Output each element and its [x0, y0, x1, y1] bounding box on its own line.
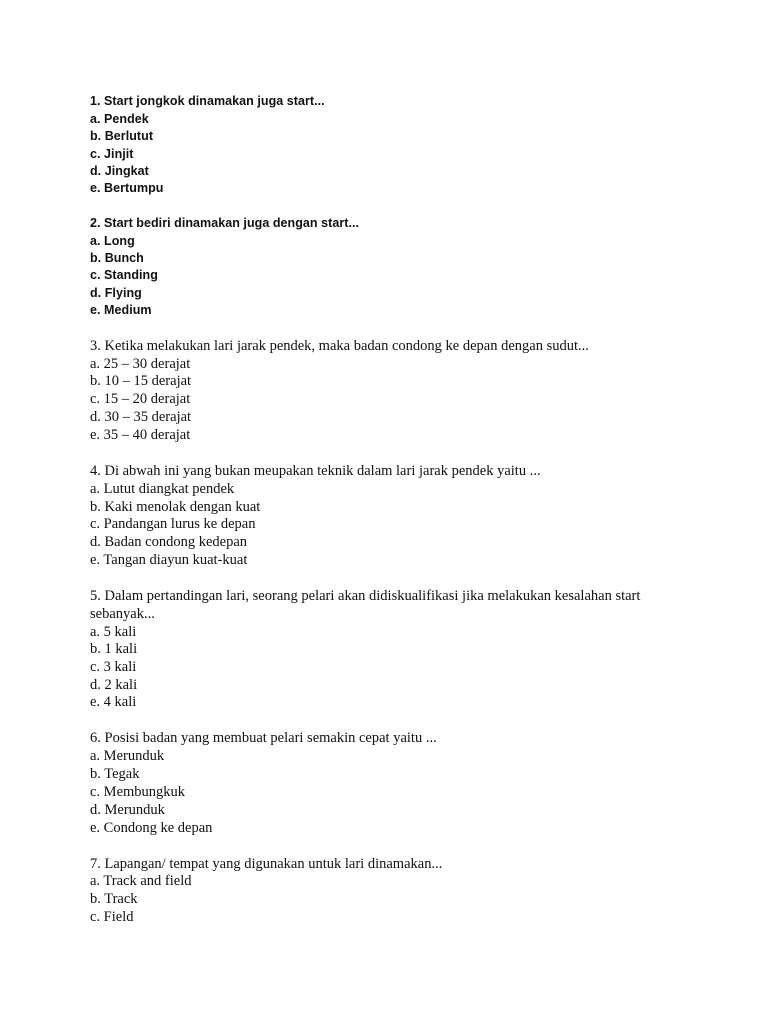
question-text: 7. Lapangan/ tempat yang digunakan untuk lari dinamakan... — [90, 856, 443, 872]
question-text: 2. Start bediri dinamakan juga dengan start... — [90, 216, 360, 230]
question-text: 5. Dalam pertandingan lari, seorang pelari akan didiskualifikasi jika melakukan kesalahan start — [90, 588, 641, 604]
question-text-continued: sebanyak... — [90, 606, 155, 622]
option-e: e. Condong ke depan — [90, 820, 213, 836]
option-d: d. 2 kali — [90, 677, 138, 693]
option-a: a. 25 – 30 derajat — [90, 356, 191, 372]
option-e: e. Bertumpu — [90, 181, 164, 195]
option-b: b. 1 kali — [90, 641, 138, 657]
option-a: a. Merunduk — [90, 748, 165, 764]
option-a: a. Long — [90, 234, 135, 248]
option-d: d. Jingkat — [90, 164, 149, 178]
option-c: c. Standing — [90, 268, 158, 282]
question-text: 6. Posisi badan yang membuat pelari semakin cepat yaitu ... — [90, 730, 437, 746]
option-c: c. Pandangan lurus ke depan — [90, 516, 256, 532]
option-e: e. 4 kali — [90, 694, 137, 710]
option-b: b. Berlutut — [90, 129, 154, 143]
option-d: d. Merunduk — [90, 802, 165, 818]
option-d: d. Badan condong kedepan — [90, 534, 248, 550]
option-b: b. Bunch — [90, 251, 144, 265]
option-a: a. Pendek — [90, 112, 149, 126]
option-b: b. Track — [90, 891, 138, 907]
question-text: 4. Di abwah ini yang bukan meupakan teknik dalam lari jarak pendek yaitu ... — [90, 463, 541, 479]
option-b: b. 10 – 15 derajat — [90, 373, 192, 389]
option-a: a. Lutut diangkat pendek — [90, 481, 235, 497]
option-c: c. 3 kali — [90, 659, 137, 675]
option-e: e. 35 – 40 derajat — [90, 427, 191, 443]
option-d: d. 30 – 35 derajat — [90, 409, 192, 425]
option-c: c. Membungkuk — [90, 784, 186, 800]
question-text: 3. Ketika melakukan lari jarak pendek, maka badan condong ke depan dengan sudut... — [90, 338, 589, 354]
option-c: c. 15 – 20 derajat — [90, 391, 191, 407]
option-e: e. Tangan diayun kuat-kuat — [90, 552, 248, 568]
option-c: c. Jinjit — [90, 147, 134, 161]
option-c: c. Field — [90, 909, 134, 925]
option-b: b. Tegak — [90, 766, 140, 782]
option-a: a. 5 kali — [90, 624, 137, 640]
option-e: e. Medium — [90, 303, 152, 317]
option-d: d. Flying — [90, 286, 142, 300]
option-b: b. Kaki menolak dengan kuat — [90, 499, 261, 515]
question-text: 1. Start jongkok dinamakan juga start... — [90, 94, 325, 108]
option-a: a. Track and field — [90, 873, 192, 889]
